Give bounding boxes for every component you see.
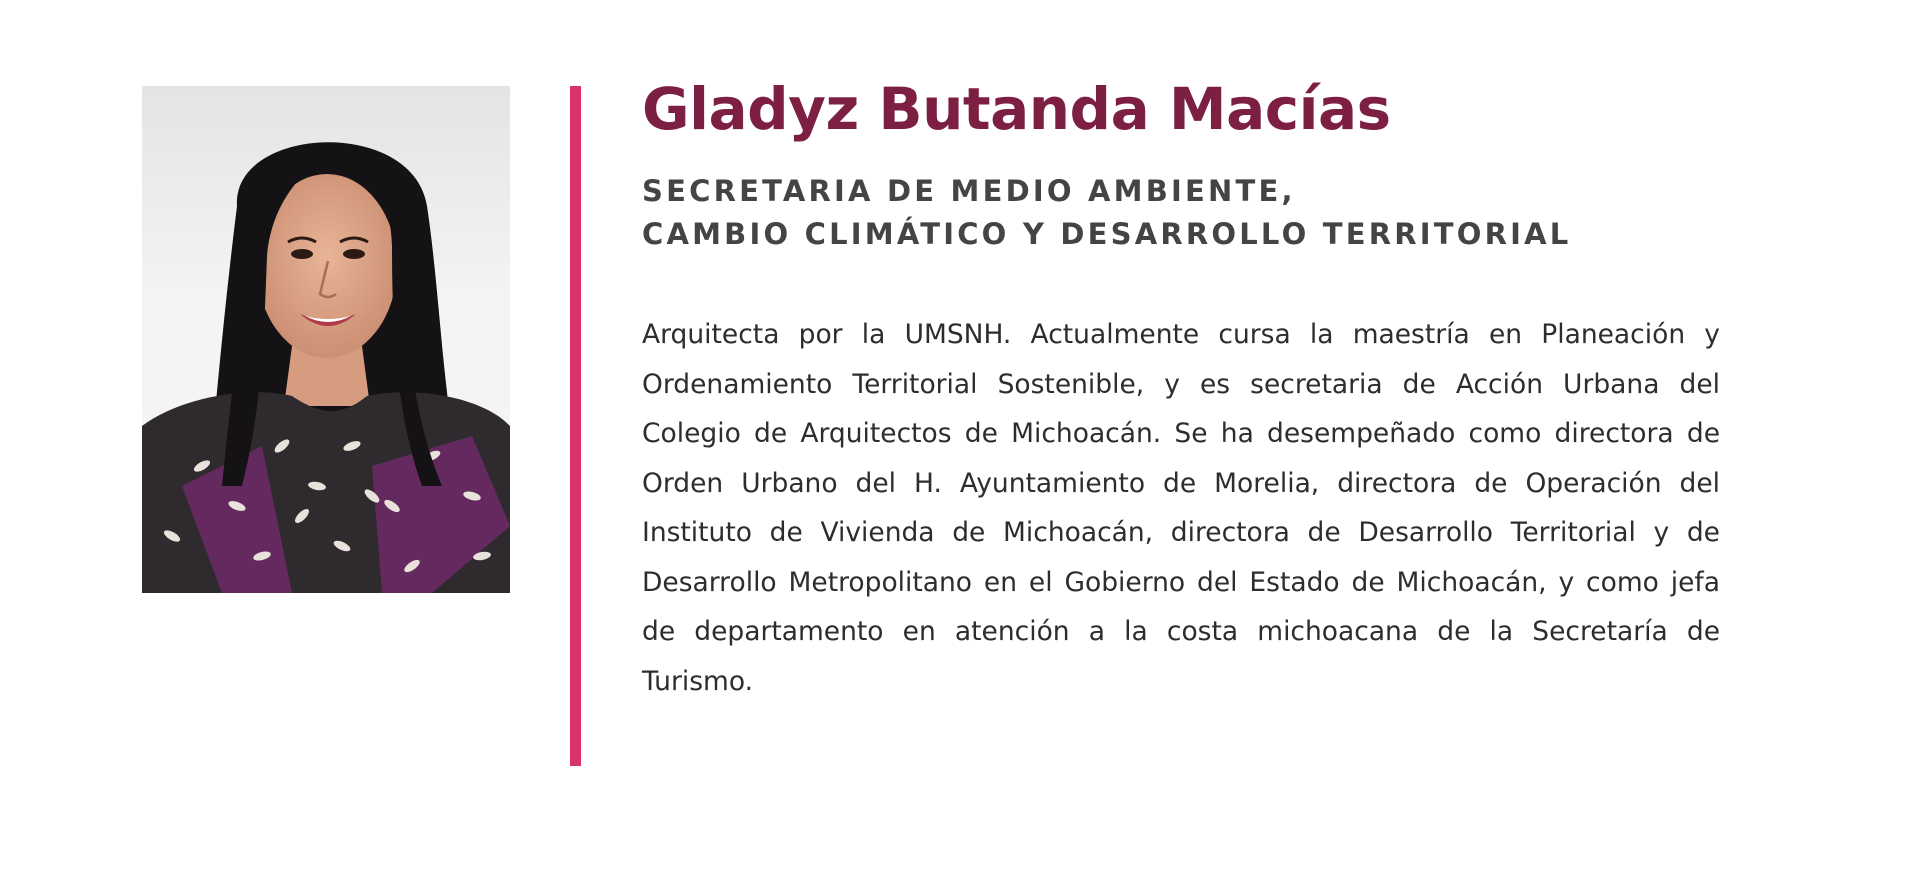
person-name: Gladyz Butanda Macías (642, 75, 1391, 143)
portrait-illustration (142, 86, 510, 593)
portrait-photo (142, 86, 510, 593)
job-title-line-2: CAMBIO CLIMÁTICO Y DESARROLLO TERRITORIAL (642, 217, 1572, 251)
job-title (642, 170, 1722, 256)
biography-paragraph: Arquitecta por la UMSNH. Actualmente cursa la maestría en Planeación y Ordenamiento Territorial Sostenible, y es secretaria de Acción Urbana del Colegio de Arquitectos de Michoacán. Se ha desempeñado como directora de Orden Urbano del H. Ayuntamiento de Morelia, directora de Operación del Instituto de Vivienda de Michoacán, directora de Desarrollo Territorial y de Desarrollo Metropolitano en el Gobierno del Estado de Michoacán, y como jefa de departamento en atención a la costa michoacana de la Secretaría de Turismo. (642, 319, 1720, 697)
profile-content (642, 72, 1722, 733)
accent-divider-bar (570, 86, 581, 766)
job-title-line-1: SECRETARIA DE MEDIO AMBIENTE, (642, 174, 1296, 208)
